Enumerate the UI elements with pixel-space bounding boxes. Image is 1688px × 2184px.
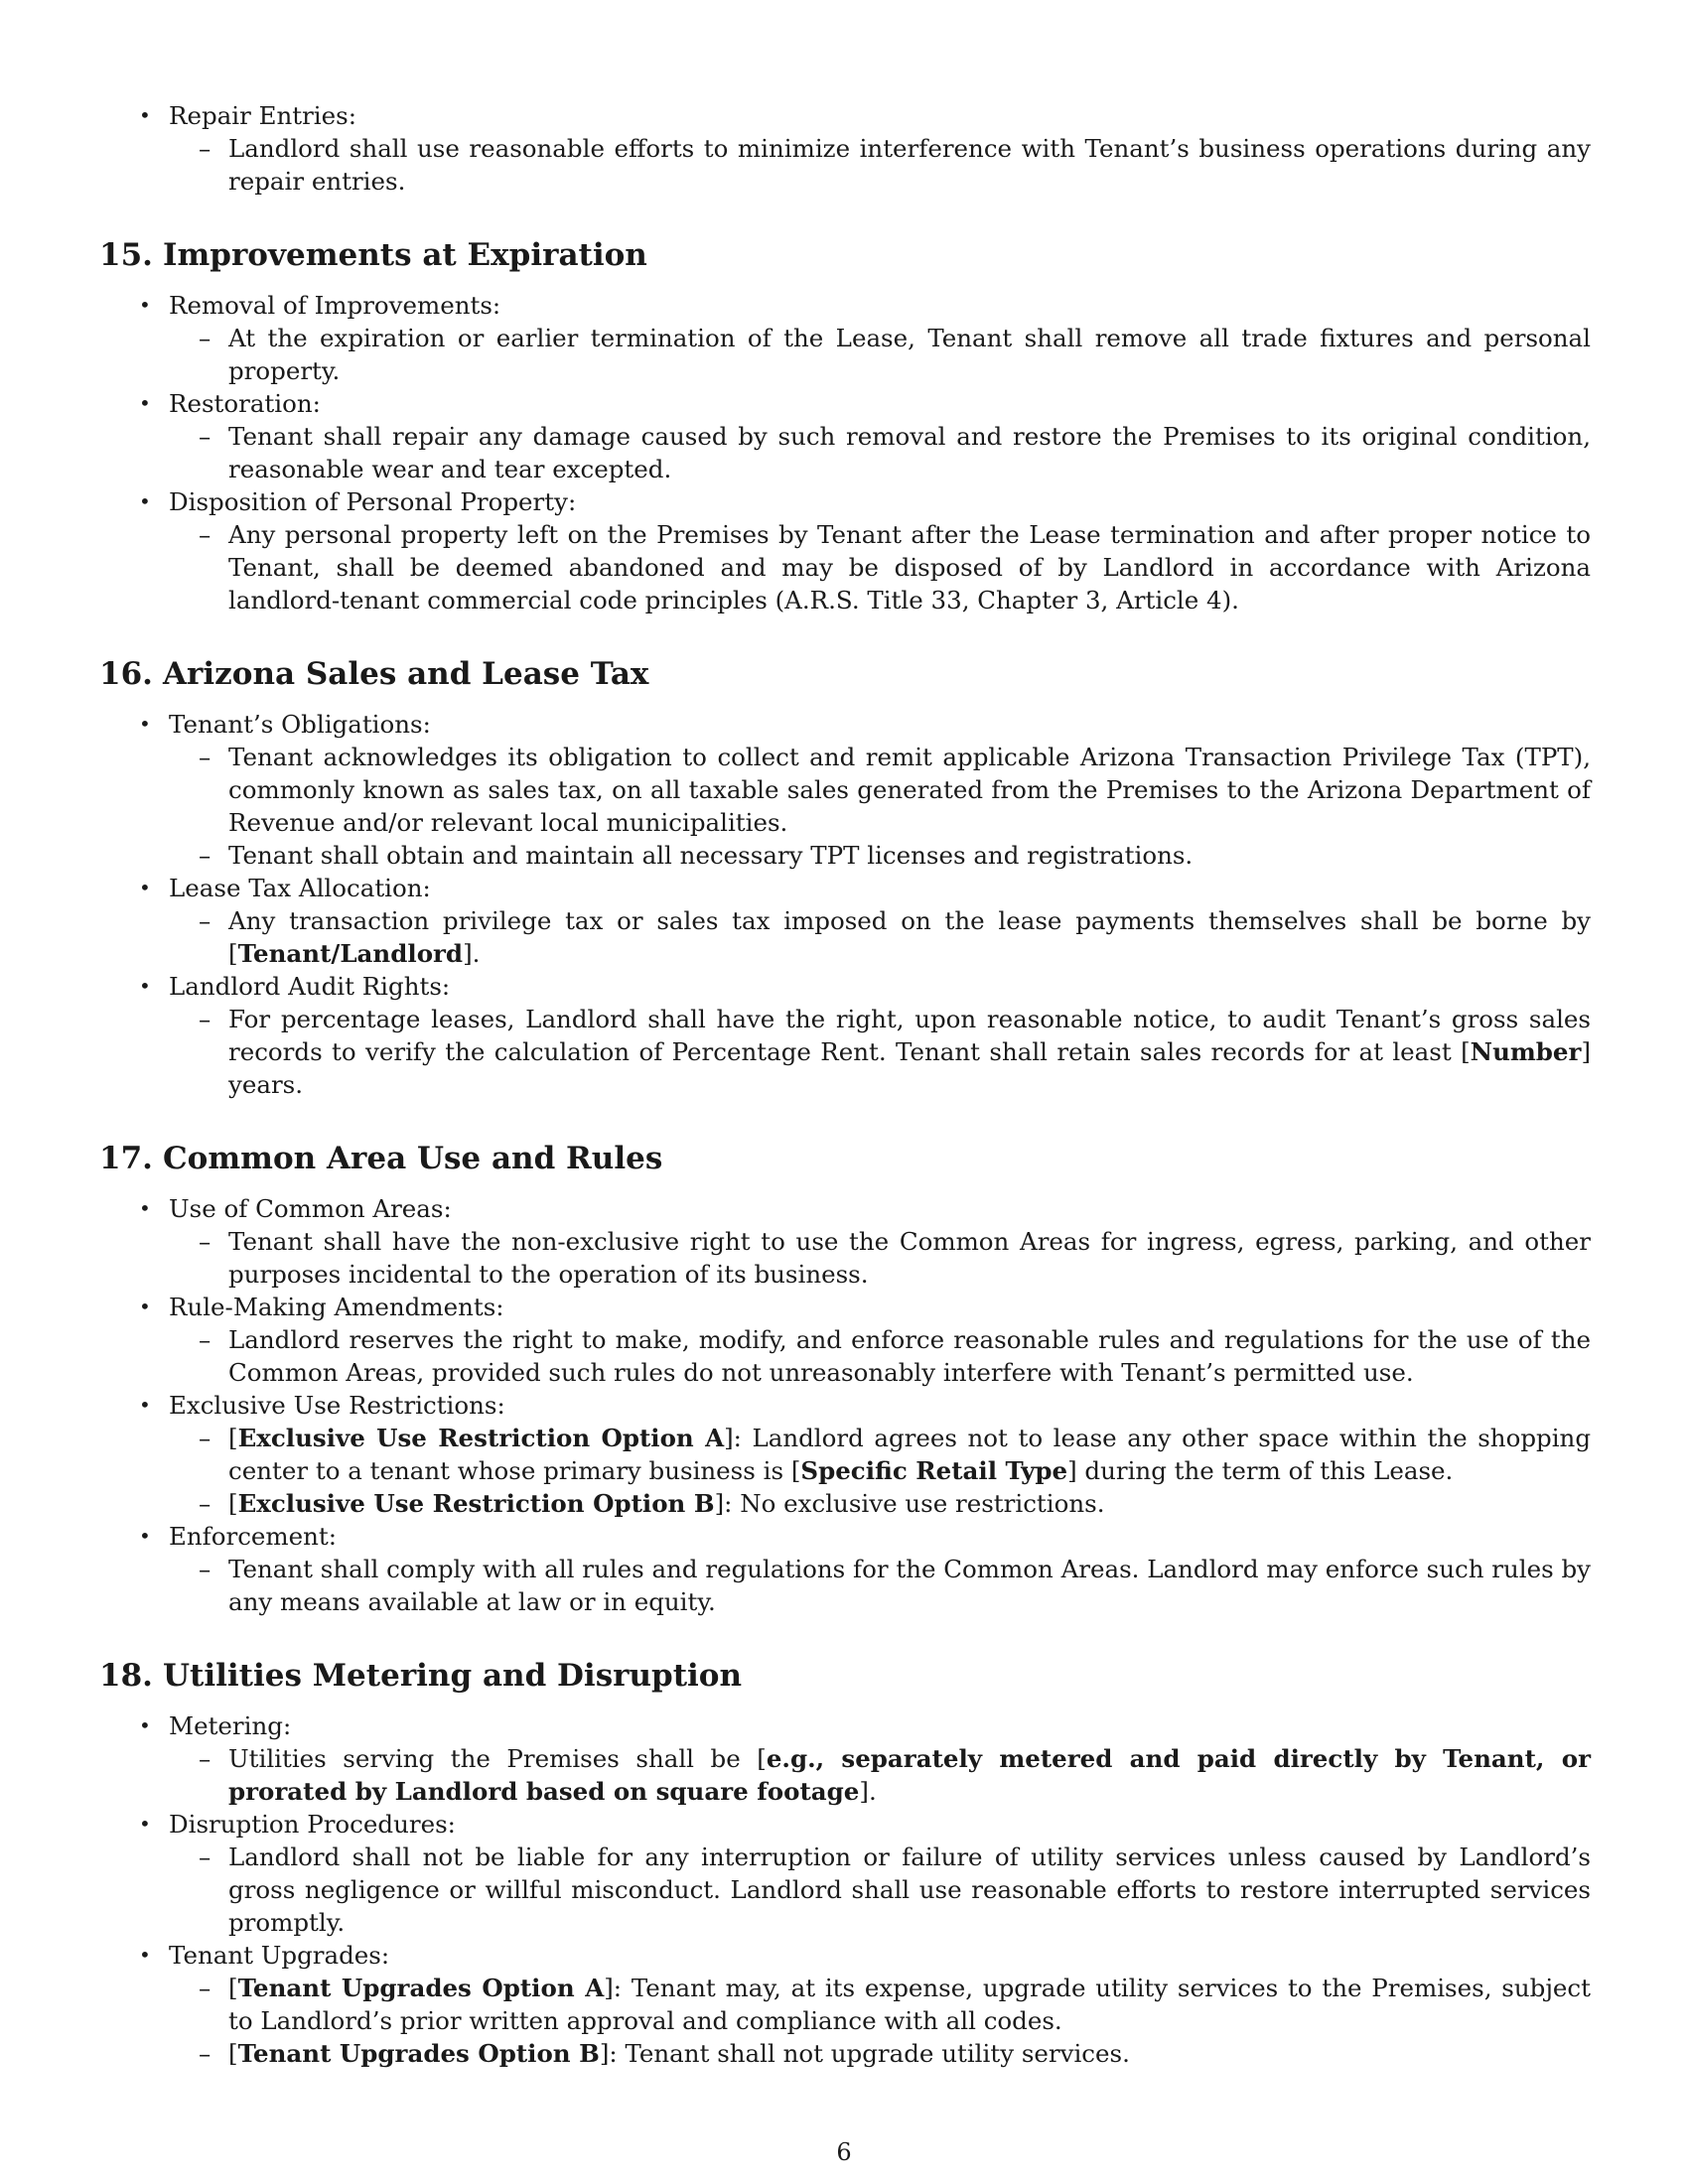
sub-text: Landlord shall not be liable for any interruption or failure of utility services unless caused by Landlord’s gross negligence or willful misconduct. Landlord shall use reasonable efforts to restore interrupted services promptly.	[228, 1843, 1591, 1937]
sub-item	[169, 2037, 1591, 2070]
item-label: Use of Common Areas:	[169, 1194, 452, 1223]
sub-text: Landlord reserves the right to make, modify, and enforce reasonable rules and regulations for the use of the Common Areas, provided such rules do not unreasonably interfere with Tenant’s permitted use.	[228, 1325, 1591, 1387]
section-heading: Common Area Use and Rules	[163, 1141, 663, 1176]
placeholder-text: Tenant/Landlord	[237, 939, 464, 968]
list-item	[99, 485, 1591, 616]
sub-text: ]: Tenant shall not upgrade utility services.	[599, 2039, 1130, 2068]
bullet-icon: •	[139, 489, 151, 513]
sub-text: ].	[463, 939, 481, 968]
item-label: Disruption Procedures:	[169, 1810, 456, 1839]
sub-text: ] during the term of this Lease.	[1067, 1456, 1454, 1485]
placeholder-text: e.g., separately metered and paid directly by Tenant, or prorated by Landlord based on square footage	[228, 1744, 1591, 1806]
sub-list	[169, 420, 1591, 485]
dash-icon: –	[199, 324, 211, 352]
sub-list	[169, 322, 1591, 387]
dash-icon: –	[199, 906, 211, 935]
sub-item	[169, 839, 1591, 872]
sub-text: Landlord shall use reasonable efforts to minimize interference with Tenant’s business operations during any repair entries.	[228, 134, 1591, 196]
intro-list	[99, 99, 1591, 198]
sub-text: ].	[859, 1777, 877, 1806]
sub-item	[169, 1003, 1591, 1101]
placeholder-text: Tenant Upgrades Option A	[237, 1974, 605, 2002]
sub-text: At the expiration or earlier termination of the Lease, Tenant shall remove all trade fixtures and personal property.	[228, 324, 1591, 385]
dash-icon: –	[199, 1843, 211, 1871]
bullet-icon: •	[139, 876, 151, 899]
dash-icon: –	[199, 1489, 211, 1518]
sub-text: Any transaction privilege tax or sales tax imposed on the lease payments themselves shall be borne by [	[228, 906, 1591, 968]
sub-item	[169, 420, 1591, 485]
sub-list	[169, 1841, 1591, 1939]
dash-icon: –	[199, 841, 211, 870]
bullet-icon: •	[139, 1812, 151, 1836]
placeholder-text: Specific Retail Type	[800, 1456, 1068, 1485]
sub-list	[169, 132, 1591, 198]
bullet-icon: •	[139, 712, 151, 736]
sub-text: Any personal property left on the Premises by Tenant after the Lease termination and after proper notice to Tenant, shall be deemed abandoned and may be disposed of by Landlord in accordance with Arizona landlord-tenant commercial code principles (A.R.S. Title 33, Chapter 3, Article 4).	[228, 520, 1591, 614]
bullet-icon: •	[139, 974, 151, 998]
section-number: 18.	[99, 1658, 153, 1694]
sub-item	[169, 1553, 1591, 1618]
dash-icon: –	[199, 1227, 211, 1256]
placeholder-text: Exclusive Use Restriction Option B	[237, 1489, 715, 1518]
sub-list	[169, 1225, 1591, 1291]
sub-item	[169, 518, 1591, 616]
section-16-list	[99, 708, 1591, 1101]
item-label: Tenant Upgrades:	[169, 1941, 390, 1970]
bullet-icon: •	[139, 1943, 151, 1967]
section-heading: Improvements at Expiration	[163, 237, 647, 273]
list-item	[99, 99, 1591, 198]
section-number: 16.	[99, 656, 153, 692]
sub-list	[169, 1972, 1591, 2070]
sub-item	[169, 1323, 1591, 1389]
dash-icon: –	[199, 1974, 211, 2002]
list-item	[99, 708, 1591, 872]
dash-icon: –	[199, 1005, 211, 1033]
section-number: 17.	[99, 1141, 153, 1176]
section-17-list	[99, 1192, 1591, 1618]
dash-icon: –	[199, 1325, 211, 1354]
sub-text: Tenant shall repair any damage caused by such removal and restore the Premises to its original condition, reasonable wear and tear excepted.	[228, 422, 1591, 483]
list-item	[99, 1939, 1591, 2070]
bullet-icon: •	[139, 1196, 151, 1220]
sub-list	[169, 1003, 1591, 1101]
list-item	[99, 1389, 1591, 1520]
dash-icon: –	[199, 2039, 211, 2068]
item-label: Metering:	[169, 1711, 292, 1740]
list-item	[99, 1291, 1591, 1389]
bullet-icon: •	[139, 1295, 151, 1318]
item-label: Restoration:	[169, 389, 321, 418]
sub-item	[169, 322, 1591, 387]
section-title-18	[99, 1656, 1591, 1696]
sub-list	[169, 741, 1591, 872]
item-label: Enforcement:	[169, 1522, 338, 1551]
bullet-icon: •	[139, 293, 151, 317]
bullet-icon: •	[139, 1393, 151, 1417]
sub-text: ]: No exclusive use restrictions.	[714, 1489, 1105, 1518]
sub-item	[169, 132, 1591, 198]
sub-item	[169, 1225, 1591, 1291]
list-item	[99, 289, 1591, 387]
item-label: Lease Tax Allocation:	[169, 874, 431, 902]
bullet-icon: •	[139, 1713, 151, 1737]
sub-text: [	[228, 1489, 238, 1518]
dash-icon: –	[199, 1424, 211, 1452]
sub-text: ] years.	[228, 1037, 1591, 1099]
sub-list	[169, 1742, 1591, 1808]
sub-list	[169, 1323, 1591, 1389]
dash-icon: –	[199, 134, 211, 163]
section-title-17	[99, 1139, 1591, 1178]
sub-text: Tenant shall comply with all rules and regulations for the Common Areas. Landlord may enforce such rules by any means available at law or in equity.	[228, 1555, 1591, 1616]
dash-icon: –	[199, 743, 211, 771]
bullet-icon: •	[139, 103, 151, 127]
placeholder-text: Number	[1470, 1037, 1582, 1066]
sub-item	[169, 1422, 1591, 1487]
list-item	[99, 1709, 1591, 1808]
sub-list	[169, 518, 1591, 616]
list-item	[99, 872, 1591, 970]
sub-text: [	[228, 1424, 238, 1452]
section-heading: Arizona Sales and Lease Tax	[163, 656, 649, 692]
sub-text: [	[228, 2039, 238, 2068]
item-label: Tenant’s Obligations:	[169, 710, 431, 739]
section-title-16	[99, 654, 1591, 694]
dash-icon: –	[199, 422, 211, 451]
sub-text: Tenant acknowledges its obligation to collect and remit applicable Arizona Transaction Privilege Tax (TPT), commonly known as sales tax, on all taxable sales generated from the Premises to the Arizona Department of Revenue and/or relevant local municipalities.	[228, 743, 1591, 837]
list-item	[99, 1520, 1591, 1618]
sub-text: ]: Landlord agrees not to lease any other space within the shopping center to a tenant whose primary business is [	[228, 1424, 1591, 1485]
item-label: Landlord Audit Rights:	[169, 972, 451, 1001]
placeholder-text: Tenant Upgrades Option B	[237, 2039, 600, 2068]
placeholder-text: Exclusive Use Restriction Option A	[237, 1424, 725, 1452]
sub-list	[169, 904, 1591, 970]
section-heading: Utilities Metering and Disruption	[163, 1658, 743, 1694]
list-item	[99, 1192, 1591, 1291]
sub-item	[169, 741, 1591, 839]
item-label: Repair Entries:	[169, 101, 356, 130]
sub-item	[169, 1972, 1591, 2037]
page-number: 6	[836, 2138, 852, 2166]
dash-icon: –	[199, 520, 211, 549]
bullet-icon: •	[139, 391, 151, 415]
dash-icon: –	[199, 1555, 211, 1583]
sub-text: Utilities serving the Premises shall be [	[228, 1744, 767, 1773]
sub-text: ]: Tenant may, at its expense, upgrade utility services to the Premises, subject to Landlord’s prior written approval and compliance with all codes.	[228, 1974, 1591, 2035]
list-item	[99, 387, 1591, 485]
sub-text: For percentage leases, Landlord shall have the right, upon reasonable notice, to audit Tenant’s gross sales records to verify the calculation of Percentage Rent. Tenant shall retain sales records for at least [	[228, 1005, 1591, 1066]
section-number: 15.	[99, 237, 153, 273]
section-18-list	[99, 1709, 1591, 2070]
sub-text: Tenant shall have the non-exclusive right to use the Common Areas for ingress, egress, parking, and other purposes incidental to the operation of its business.	[228, 1227, 1591, 1289]
document-page	[99, 99, 1591, 2070]
sub-item	[169, 1841, 1591, 1939]
item-label: Exclusive Use Restrictions:	[169, 1391, 505, 1420]
item-label: Rule-Making Amendments:	[169, 1293, 504, 1321]
sub-text: [	[228, 1974, 238, 2002]
section-title-15	[99, 235, 1591, 275]
item-label: Removal of Improvements:	[169, 291, 501, 320]
sub-item	[169, 904, 1591, 970]
list-item	[99, 970, 1591, 1101]
sub-text: Tenant shall obtain and maintain all necessary TPT licenses and registrations.	[228, 841, 1194, 870]
sub-list	[169, 1422, 1591, 1520]
sub-item	[169, 1487, 1591, 1520]
sub-item	[169, 1742, 1591, 1808]
section-15-list	[99, 289, 1591, 616]
dash-icon: –	[199, 1744, 211, 1773]
item-label: Disposition of Personal Property:	[169, 487, 577, 516]
list-item	[99, 1808, 1591, 1939]
bullet-icon: •	[139, 1524, 151, 1548]
sub-list	[169, 1553, 1591, 1618]
